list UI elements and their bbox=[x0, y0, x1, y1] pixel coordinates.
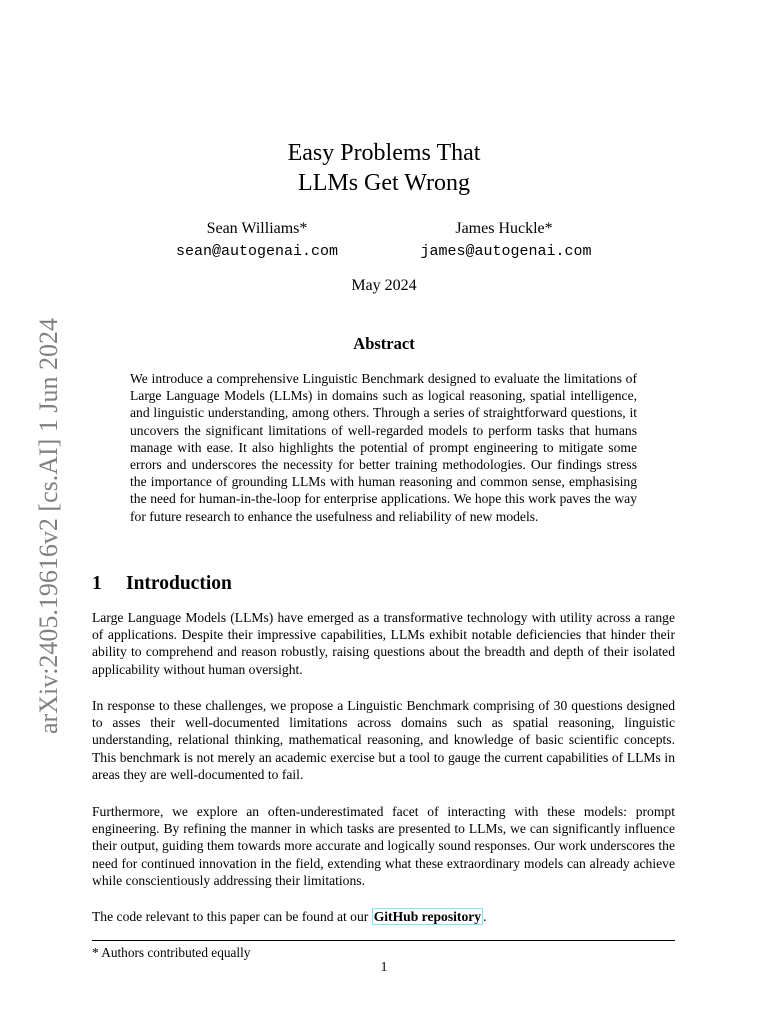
title-line-1: Easy Problems That bbox=[287, 140, 481, 166]
abstract-text: We introduce a comprehensive Linguistic Benchmark designed to evaluate the limitations of Large Language Models (LLMs) in domains such as logical reasoning, spatial intelligence, and linguistic understanding, among others. Through a series of straightforward questions, it uncovers the significant limitations of well-regarded models to perform tasks that humans manage with ease. It also highlights the potential of prompt engineering to mitigate some errors and underscores the necessity for better training methodologies. Our findings stress the importance of grounding LLMs with human reasoning and common sense, emphasising the need for human-in-the-loop for enterprise applications. We hope this work paves the way for future research to enhance the usefulness and reliability of new models. bbox=[130, 371, 637, 524]
author-email-1[interactable]: sean@autogenai.com bbox=[175, 243, 339, 260]
intro-paragraph-3: Furthermore, we explore an often-underestimated facet of interacting with these models: prompt engineering. By refining the manner in which tasks are presented to LLMs, we can significantly influence their output, guiding them towards more accurate and logically sound responses. Our work underscores the need for continued innovation in the field, extending what these extraordinary models can already achieve while conscientiously addressing their limitations. bbox=[92, 804, 675, 888]
abstract-heading: Abstract bbox=[353, 334, 415, 353]
author-name-1: Sean Williams* bbox=[206, 220, 308, 237]
github-repository-link[interactable]: GitHub repository bbox=[373, 909, 482, 924]
section-title: Introduction bbox=[126, 573, 232, 594]
author-email-2[interactable]: james@autogenai.com bbox=[420, 243, 592, 260]
author-name-2: James Huckle* bbox=[455, 220, 553, 237]
paper-title bbox=[0, 138, 768, 198]
arxiv-stamp: arXiv:2405.19616v2 [cs.AI] 1 Jun 2024 bbox=[34, 318, 63, 734]
code-sentence: The code relevant to this paper can be found at our bbox=[92, 909, 372, 924]
paper-date: May 2024 bbox=[351, 277, 417, 294]
intro-paragraph-2: In response to these challenges, we propose a Linguistic Benchmark comprising of 30 questions designed to asses their well-documented limitations across domains such as spatial reasoning, linguistic understanding, relational thinking, mathematical reasoning, and knowledge of basic scientific concepts. This benchmark is not merely an academic exercise but a tool to gauge the current capabilities of LLMs in areas they are well-documented to fail. bbox=[92, 698, 675, 782]
section-number: 1 bbox=[92, 573, 102, 594]
code-sentence-end: . bbox=[483, 909, 487, 924]
page-number: 1 bbox=[380, 959, 388, 974]
footnote-rule bbox=[92, 940, 675, 941]
code-paragraph bbox=[92, 908, 675, 925]
intro-paragraph-1: Large Language Models (LLMs) have emerged as a transformative technology with utility across a range of applications. Despite their impressive capabilities, LLMs exhibit notable deficiencies that hinder their ability to comprehend and reason robustly, raising questions about the breadth and depth of their isolated applicability without human oversight. bbox=[92, 610, 675, 677]
title-line-2: LLMs Get Wrong bbox=[298, 170, 470, 196]
section-heading bbox=[92, 571, 232, 597]
footnote: * Authors contributed equally bbox=[92, 945, 251, 960]
